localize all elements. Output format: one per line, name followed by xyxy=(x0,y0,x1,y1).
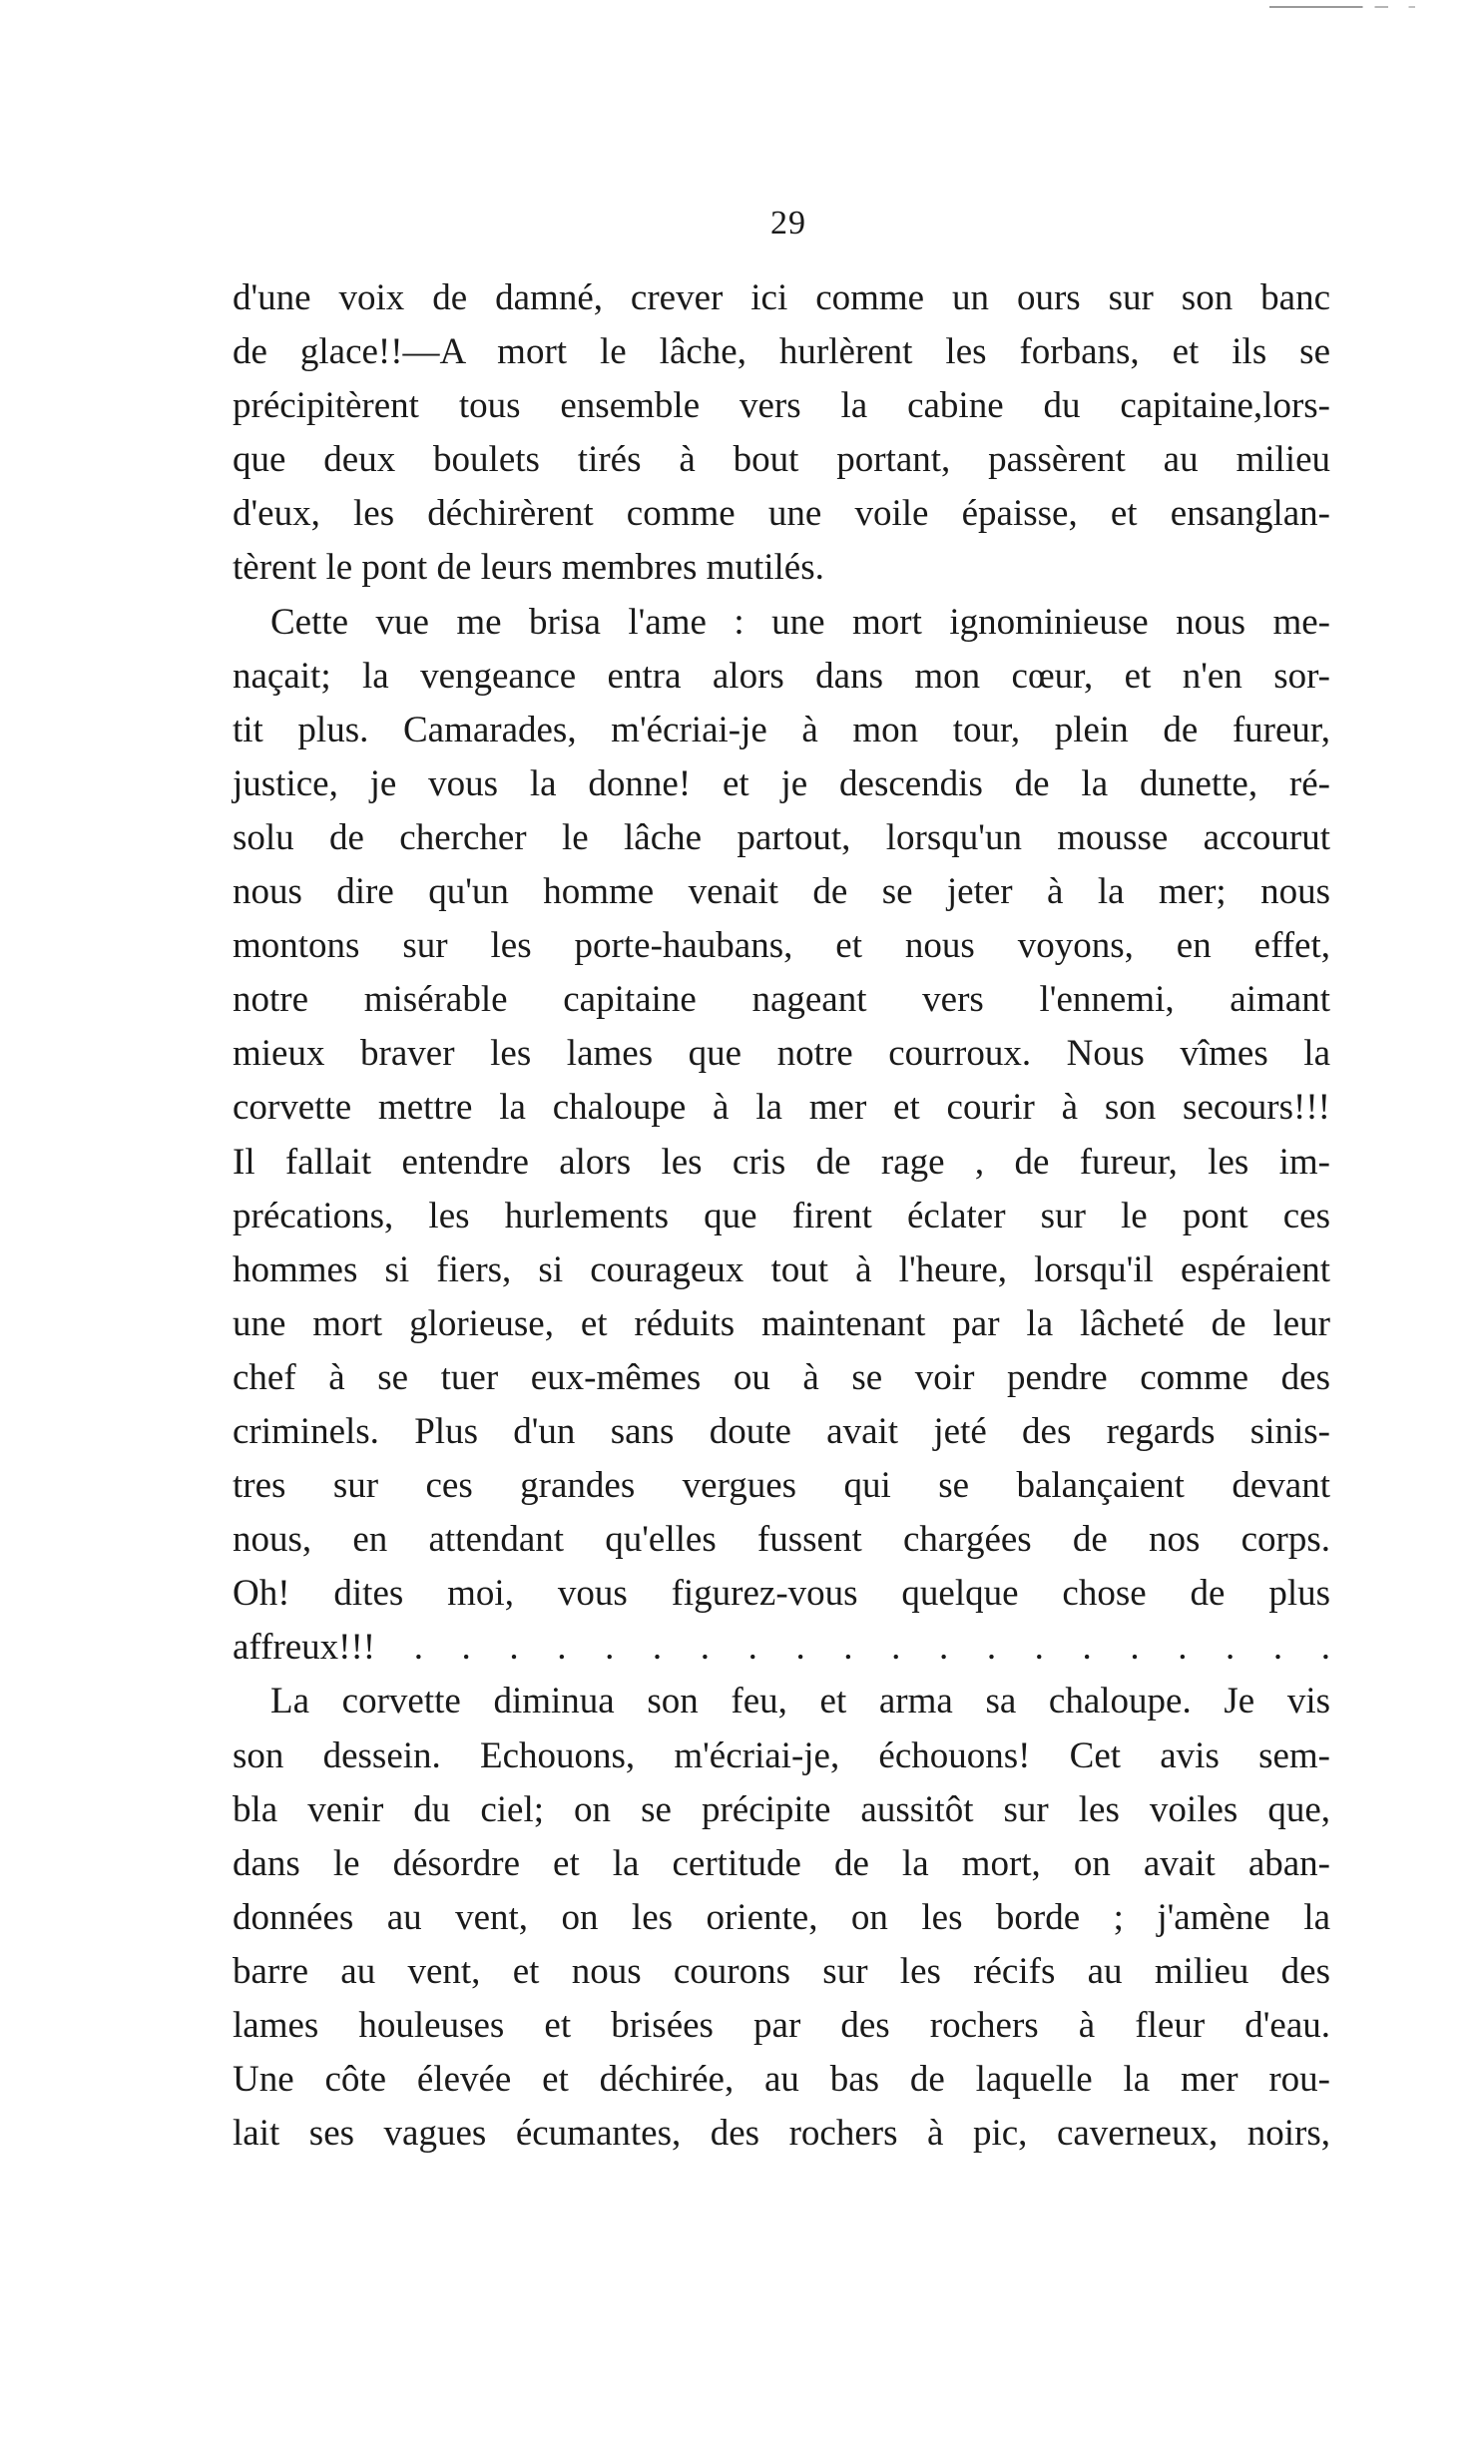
text-line: nous, en attendant qu'elles fussent chargées de nos corps. xyxy=(233,1519,1330,1561)
text-line: de glace!!—A mort le lâche, hurlèrent les forbans, et ils se xyxy=(233,331,1330,373)
text-line: données au vent, on les oriente, on les borde ; j'amène la xyxy=(233,1896,1330,1938)
text-line: bla venir du ciel; on se précipite aussitôt sur les voiles que, xyxy=(233,1788,1330,1830)
text-line: montons sur les porte-haubans, et nous voyons, en effet, xyxy=(233,925,1330,967)
text-line: que deux boulets tirés à bout portant, passèrent au milieu xyxy=(233,439,1330,481)
text-line: son dessein. Echouons, m'écriai-je, échouons! Cet avis sem- xyxy=(233,1734,1330,1776)
page-number: 29 xyxy=(770,205,806,242)
text-line: chef à se tuer eux-mêmes ou à se voir pendre comme des xyxy=(233,1356,1330,1398)
text-line: notre misérable capitaine nageant vers l'ennemi, aimant xyxy=(233,979,1330,1021)
text-line: d'eux, les déchirèrent comme une voile épaisse, et ensanglan- xyxy=(233,493,1330,535)
text-line: justice, je vous la donne! et je descendis de la dunette, ré- xyxy=(233,762,1330,804)
text-line: dans le désordre et la certitude de la mort, on avait aban- xyxy=(233,1842,1330,1884)
text-line: tres sur ces grandes vergues qui se balançaient devant xyxy=(233,1465,1330,1507)
text-line: solu de chercher le lâche partout, lorsqu'un mousse accourut xyxy=(233,816,1330,858)
text-line: criminels. Plus d'un sans doute avait jeté des regards sinis- xyxy=(233,1410,1330,1452)
text-line: barre au vent, et nous courons sur les récifs au milieu des xyxy=(233,1950,1330,1992)
text-line: hommes si fiers, si courageux tout à l'heure, lorsqu'il espéraient xyxy=(233,1248,1330,1290)
text-line: corvette mettre la chaloupe à la mer et courir à son secours!!! xyxy=(233,1087,1330,1129)
text-line: lames houleuses et brisées par des rochers à fleur d'eau. xyxy=(233,2005,1330,2046)
body-text xyxy=(233,271,1330,2161)
text-line: Cette vue me brisa l'ame : une mort ignominieuse nous me- xyxy=(270,601,1330,643)
text-line: lait ses vagues écumantes, des rochers à pic, caverneux, noirs, xyxy=(233,2113,1330,2155)
text-line: nous dire qu'un homme venait de se jeter à la mer; nous xyxy=(233,871,1330,913)
text-line: Oh! dites moi, vous figurez-vous quelque chose de plus xyxy=(233,1573,1330,1615)
text-line: La corvette diminua son feu, et arma sa chaloupe. Je vis xyxy=(270,1681,1330,1723)
text-line: Une côte élevée et déchirée, au bas de laquelle la mer rou- xyxy=(233,2059,1330,2101)
text-line: mieux braver les lames que notre courroux. Nous vîmes la xyxy=(233,1033,1330,1075)
text-line: précipitèrent tous ensemble vers la cabine du capitaine,lors- xyxy=(233,385,1330,427)
text-line: affreux!!! . . . . . . . . . . . . . . . . . . . . xyxy=(233,1627,1330,1669)
text-line: d'une voix de damné, crever ici comme un ours sur son banc xyxy=(233,277,1330,318)
text-line: précations, les hurlements que firent éclater sur le pont ces xyxy=(233,1195,1330,1236)
text-line: une mort glorieuse, et réduits maintenant par la lâcheté de leur xyxy=(233,1302,1330,1344)
text-line: tèrent le pont de leurs membres mutilés. xyxy=(233,547,824,589)
text-line: naçait; la vengeance entra alors dans mon cœur, et n'en sor- xyxy=(233,655,1330,697)
text-line: Il fallait entendre alors les cris de rage , de fureur, les im- xyxy=(233,1141,1330,1183)
text-line: tit plus. Camarades, m'écriai-je à mon tour, plein de fureur, xyxy=(233,709,1330,750)
top-edge-rule xyxy=(1269,6,1439,8)
